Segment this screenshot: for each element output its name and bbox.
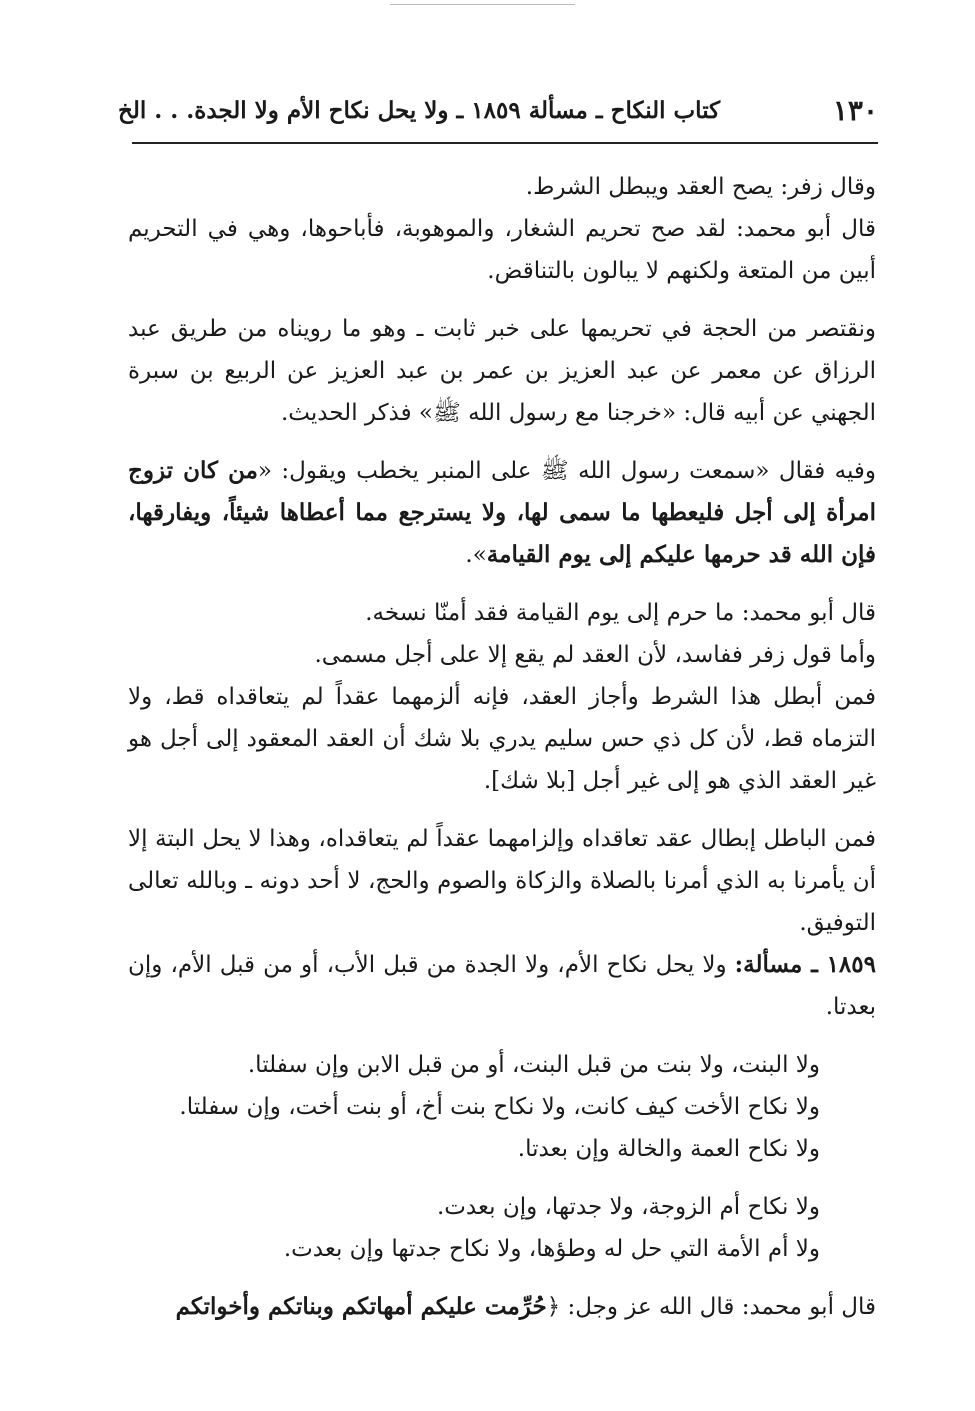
- paragraph-ibtal-shart: فمن أبطل هذا الشرط وأجاز العقد، فإنه ألزمهما عقداً لم يتعاقداه قط، ولا التزماه قط، لأن كل ذي حس سليم يدري بلا شك أن العقد المعقود إلى أجل هو غير العقد الذي هو إلى غير أجل [بلا شك].: [128, 684, 876, 794]
- hadith-close: ».: [465, 542, 487, 568]
- paragraph-hadith: [128, 450, 876, 576]
- page-body: [128, 166, 876, 1328]
- paragraph-naskh: قال أبو محمد: ما حرم إلى يوم القيامة فقد أمنّا نسخه.: [365, 600, 876, 626]
- hadith-intro: وفيه فقال «سمعت رسول الله ﷺ على المنبر يخطب ويقول: «: [257, 458, 876, 484]
- masala-heading: ١٨٥٩ ـ مسألة:: [734, 951, 876, 978]
- paragraph-bint: ولا البنت، ولا بنت من قبل البنت، أو من قبل الابن وإن سفلتا.: [247, 1052, 820, 1078]
- paragraph-umm-zawja: ولا نكاح أم الزوجة، ولا جدتها، وإن بعدت.: [436, 1194, 820, 1220]
- running-title: كتاب النكاح ـ مسألة ١٨٥٩ ـ ولا يحل نكاح الأم ولا الجدة. . . الخ: [118, 96, 721, 124]
- paragraph-batil: فمن الباطل إبطال عقد تعاقداه وإلزامهما عقداً لم يتعاقداه، وهذا لا يحل البتة إلا أن يأمرنا به الذي أمرنا بالصلاة والزكاة والصوم والحج، لا أحد دونه ـ وبالله تعالى التوفيق.: [128, 826, 876, 936]
- paragraph-shighar: قال أبو محمد: لقد صح تحريم الشغار، والموهوبة، فأباحوها، وهي في التحريم أبين من المتعة ولكنهم لا يبالون بالتناقض.: [128, 216, 876, 284]
- paragraph-zufar: وقال زفر: يصح العقد ويبطل الشرط.: [525, 174, 876, 200]
- quran-intro: قال أبو محمد: قال الله عز وجل: ﴿: [546, 1294, 876, 1320]
- paragraph-zufar-fasid: وأما قول زفر ففاسد، لأن العقد لم يقع إلا على أجل مسمى.: [314, 642, 876, 668]
- hadith-text: من كان تزوج امرأة إلى أجل فليعطها ما سمى لها، ولا يسترجع مما أعطاها شيئاً، ويفارقها، فإن الله قد حرمها عليكم إلى يوم القيامة: [128, 457, 876, 568]
- paragraph-quran: [128, 1286, 876, 1328]
- paragraph-amma: ولا نكاح العمة والخالة وإن بعدتا.: [517, 1136, 820, 1162]
- masala-text: ولا يحل نكاح الأم، ولا الجدة من قبل الأب، أو من قبل الأم، وإن بعدتا.: [128, 952, 876, 1020]
- top-rule: [390, 4, 575, 5]
- page-number: ١٣٠: [832, 93, 878, 127]
- header-rule: [132, 142, 878, 144]
- paragraph-ukht: ولا نكاح الأخت كيف كانت، ولا نكاح بنت أخ، أو بنت أخت، وإن سفلتا.: [179, 1094, 820, 1120]
- page-header: [118, 88, 878, 132]
- paragraph-umm-ama: ولا أم الأمة التي حل له وطؤها، ولا نكاح جدتها وإن بعدت.: [283, 1236, 820, 1262]
- quran-verse: حُرِّمت عليكم أمهاتكم وبناتكم وأخواتكم: [175, 1293, 547, 1320]
- paragraph-masala-1859: [128, 944, 876, 1028]
- paragraph-hujja: ونقتصر من الحجة في تحريمها على خبر ثابت ـ وهو ما رويناه من طريق عبد الرزاق عن معمر عن عبد العزيز بن عمر بن عبد العزيز عن الربيع بن سبرة الجهني عن أبيه قال: «خرجنا مع رسول الله ﷺ» فذكر الحديث.: [128, 316, 876, 426]
